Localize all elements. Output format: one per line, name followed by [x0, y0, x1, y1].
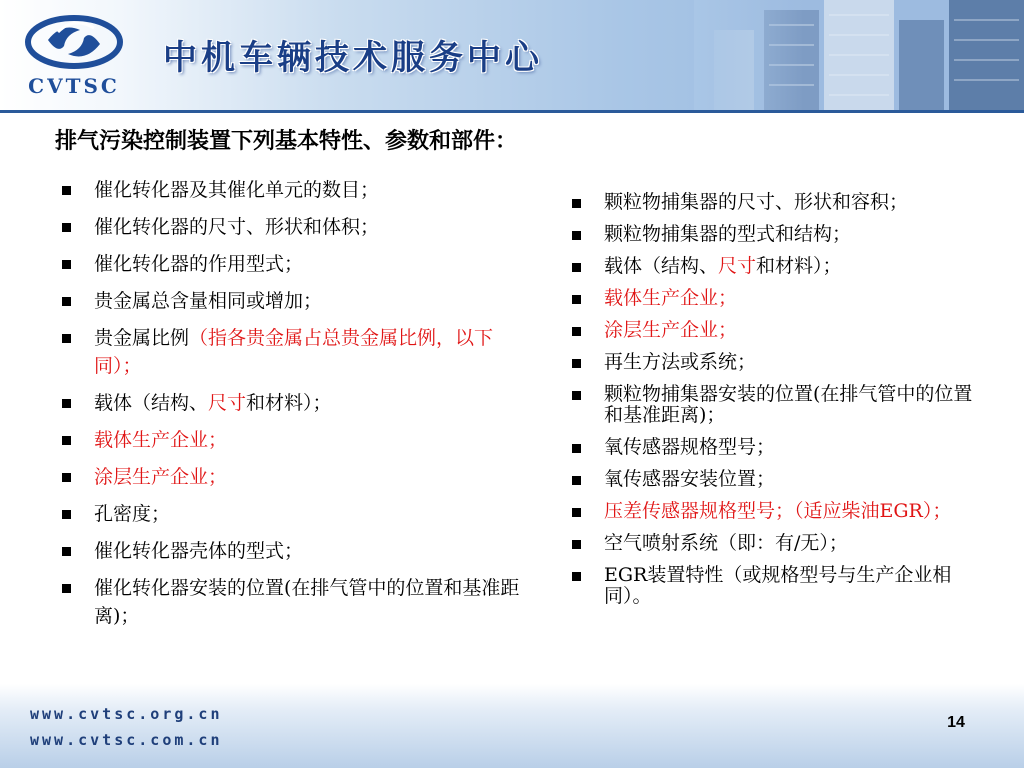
square-bullet-icon [572, 391, 581, 400]
square-bullet-icon [572, 199, 581, 208]
page-number: 14 [947, 714, 965, 731]
square-bullet-icon [62, 223, 71, 232]
item-text: 载体（结构、 [94, 392, 209, 414]
bullet-item [572, 288, 982, 309]
square-bullet-icon [62, 399, 71, 408]
bullet-item [62, 213, 540, 241]
item-text: 载体（结构、 [604, 255, 719, 277]
bullet-item [572, 384, 982, 426]
square-bullet-icon [62, 547, 71, 556]
square-bullet-icon [572, 572, 581, 581]
bullet-item [572, 565, 982, 607]
bullet-item [572, 224, 982, 245]
slide-title: 排气污染控制装置下列基本特性、参数和部件： [55, 128, 518, 154]
square-bullet-icon [572, 444, 581, 453]
bullet-item [572, 533, 982, 554]
bullet-item [572, 192, 982, 213]
square-bullet-icon [62, 186, 71, 195]
square-bullet-icon [62, 260, 71, 269]
item-text: 氧传感器规格型号； [604, 436, 776, 458]
item-text: 和材料）； [756, 255, 842, 277]
bullet-item [62, 176, 540, 204]
highlighted-text: 涂层生产企业； [604, 319, 738, 341]
org-name: 中机车辆技术服务中心 [163, 38, 543, 78]
item-text: 空气喷射系统（即：有/无）； [604, 532, 848, 554]
item-text: 再生方法或系统； [604, 351, 757, 373]
square-bullet-icon [572, 359, 581, 368]
square-bullet-icon [572, 476, 581, 485]
square-bullet-icon [62, 510, 71, 519]
square-bullet-icon [572, 295, 581, 304]
item-text: 颗粒物捕集器的尺寸、形状和容积； [604, 191, 909, 213]
footer-band [0, 684, 1024, 768]
bullet-item [572, 469, 982, 490]
item-text: 颗粒物捕集器的型式和结构； [604, 223, 852, 245]
square-bullet-icon [62, 584, 71, 593]
bullet-item [572, 501, 982, 522]
item-text: 催化转化器的作用型式； [94, 253, 304, 275]
bullet-item [62, 500, 540, 528]
highlighted-text: 尺寸 [208, 392, 247, 414]
buildings-photo [694, 0, 1024, 110]
square-bullet-icon [572, 327, 581, 336]
bullet-item [572, 320, 982, 341]
square-bullet-icon [62, 436, 71, 445]
bullet-item [62, 537, 540, 565]
bullet-item [572, 437, 982, 458]
item-text: 贵金属比例 [94, 327, 190, 349]
item-text: 催化转化器及其催化单元的数目； [94, 179, 380, 201]
square-bullet-icon [572, 540, 581, 549]
bullet-item [62, 574, 540, 630]
right-bullet-list [572, 192, 982, 618]
item-text: 氧传感器安装位置； [604, 468, 776, 490]
bullet-item [62, 426, 540, 454]
item-text: 催化转化器壳体的型式； [94, 540, 304, 562]
square-bullet-icon [572, 231, 581, 240]
square-bullet-icon [62, 334, 71, 343]
highlighted-text: （指各贵金属占总贵金属比例，以下同）； [94, 327, 494, 377]
header-divider [0, 110, 1024, 113]
bullet-item [62, 287, 540, 315]
footer-url-org: www.cvtsc.org.cn [30, 705, 223, 723]
item-text: EGR装置特性（或规格型号与生产企业相同）。 [604, 564, 952, 607]
bullet-item [62, 324, 540, 380]
left-bullet-list [62, 176, 540, 639]
highlighted-text: 压差传感器规格型号；（适应柴油EGR）； [604, 500, 952, 522]
highlighted-text: 涂层生产企业； [94, 466, 228, 488]
bullet-item [572, 256, 982, 277]
footer-url-com: www.cvtsc.com.cn [30, 731, 223, 749]
bullet-item [62, 463, 540, 491]
item-text: 催化转化器的尺寸、形状和体积； [94, 216, 380, 238]
square-bullet-icon [62, 473, 71, 482]
square-bullet-icon [62, 297, 71, 306]
item-text: 颗粒物捕集器安装的位置(在排气管中的位置和基准距离)； [604, 383, 973, 426]
highlighted-text: 尺寸 [718, 255, 757, 277]
item-text: 孔密度； [94, 503, 171, 525]
logo-text: CVTSC [28, 74, 120, 98]
item-text: 贵金属总含量相同或增加； [94, 290, 323, 312]
bullet-item [572, 352, 982, 373]
item-text: 和材料）； [246, 392, 332, 414]
bullet-item [62, 250, 540, 278]
square-bullet-icon [572, 508, 581, 517]
item-text: 催化转化器安装的位置(在排气管中的位置和基准距离)； [94, 577, 520, 627]
bullet-item [62, 389, 540, 417]
highlighted-text: 载体生产企业； [604, 287, 738, 309]
highlighted-text: 载体生产企业； [94, 429, 228, 451]
header-banner [0, 0, 1024, 110]
square-bullet-icon [572, 263, 581, 272]
